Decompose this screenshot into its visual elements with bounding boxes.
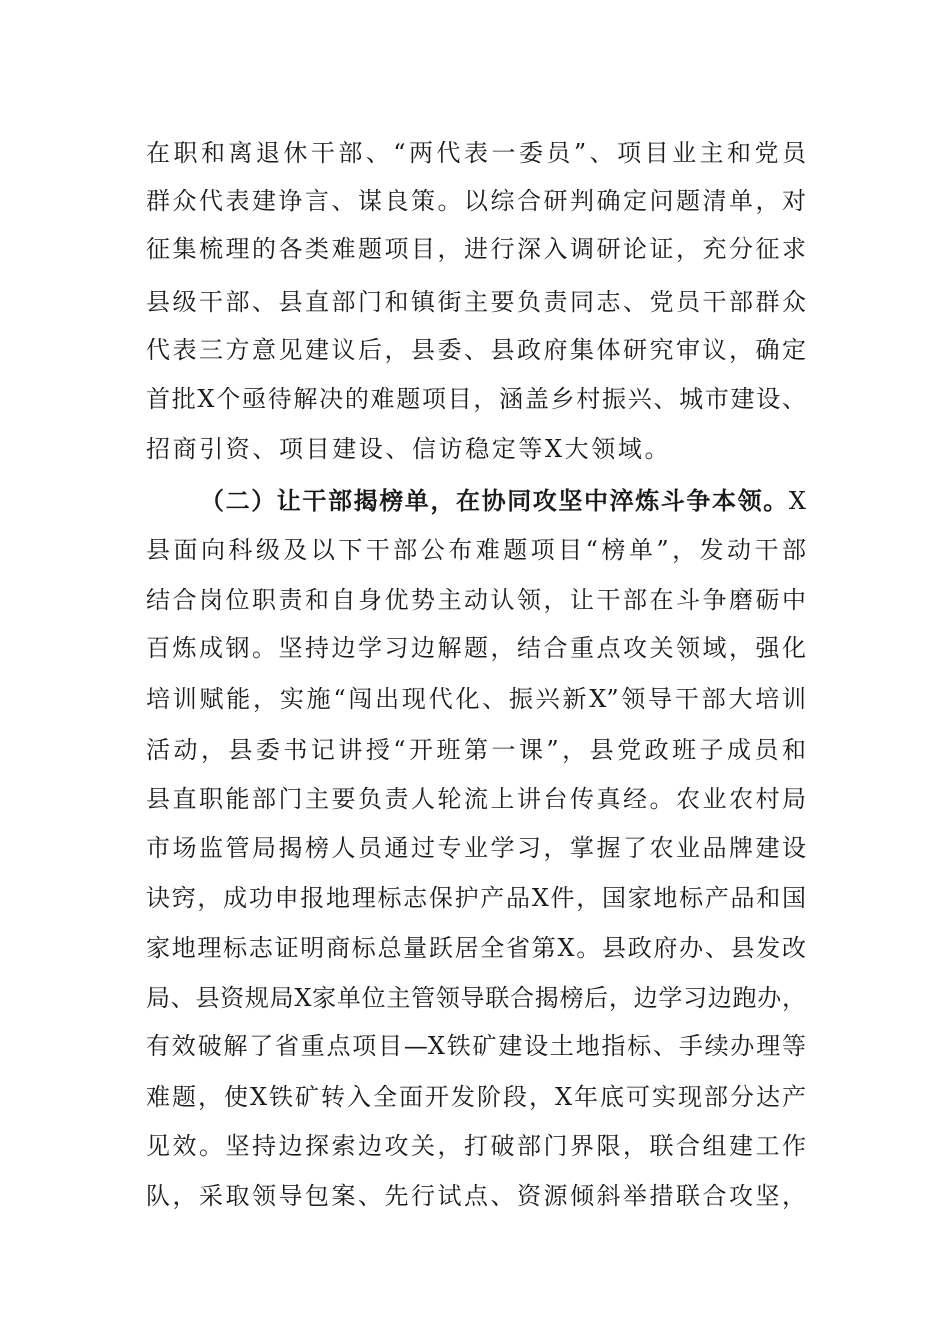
body-line: 活动，县委书记讲授“开班第一课”，县党政班子成员和 bbox=[146, 736, 806, 764]
body-line: 诀窍，成功申报地理标志保护产品X件，国家地标产品和国 bbox=[146, 884, 806, 912]
body-line: 百炼成钢。坚持边学习边解题，结合重点攻关领域，强化 bbox=[146, 634, 806, 662]
body-line: 群众代表建诤言、谋良策。以综合研判确定问题清单，对 bbox=[146, 187, 806, 215]
section-heading: （二）让干部揭榜单，在协同攻坚中淬炼斗争本领。 bbox=[200, 487, 789, 515]
body-line: 难题，使X铁矿转入全面开发阶段，X年底可实现部分达产 bbox=[146, 1083, 806, 1111]
body-line: 县直职能部门主要负责人轮流上讲台传真经。农业农村局 bbox=[146, 785, 806, 813]
heading-tail: X bbox=[788, 487, 809, 515]
body-line: 县面向科级及以下干部公布难题项目“榜单”，发动干部 bbox=[146, 536, 806, 564]
body-line: 征集梳理的各类难题项目，进行深入调研论证，充分征求 bbox=[146, 235, 806, 263]
body-line: 在职和离退休干部、“两代表一委员”、项目业主和党员 bbox=[146, 139, 806, 167]
body-line: 县级干部、县直部门和镇街主要负责同志、党员干部群众 bbox=[146, 288, 806, 316]
body-line: 家地理标志证明商标总量跃居全省第X。县政府办、县发改 bbox=[146, 934, 806, 962]
body-line: 结合岗位职责和自身优势主动认领，让干部在斗争磨砺中 bbox=[146, 586, 806, 614]
section-heading-line bbox=[200, 485, 809, 517]
body-line: 有效破解了省重点项目—X铁矿建设土地指标、手续办理等 bbox=[146, 1032, 806, 1060]
body-line: 见效。坚持边探索边攻关，打破部门界限，联合组建工作 bbox=[146, 1132, 806, 1160]
body-line: 培训赋能，实施“闯出现代化、振兴新X”领导干部大培训 bbox=[146, 685, 806, 713]
body-line: 招商引资、项目建设、信访稳定等X大领域。 bbox=[146, 435, 672, 463]
body-line: 首批X个亟待解决的难题项目，涵盖乡村振兴、城市建设、 bbox=[146, 385, 806, 413]
body-line: 代表三方意见建议后，县委、县政府集体研究审议，确定 bbox=[146, 336, 806, 364]
body-line: 队，采取领导包案、先行试点、资源倾斜举措联合攻坚， bbox=[146, 1182, 806, 1210]
body-line: 市场监管局揭榜人员通过专业学习，掌握了农业品牌建设 bbox=[146, 834, 806, 862]
body-line: 局、县资规局X家单位主管领导联合揭榜后，边学习边跑办， bbox=[146, 984, 806, 1012]
